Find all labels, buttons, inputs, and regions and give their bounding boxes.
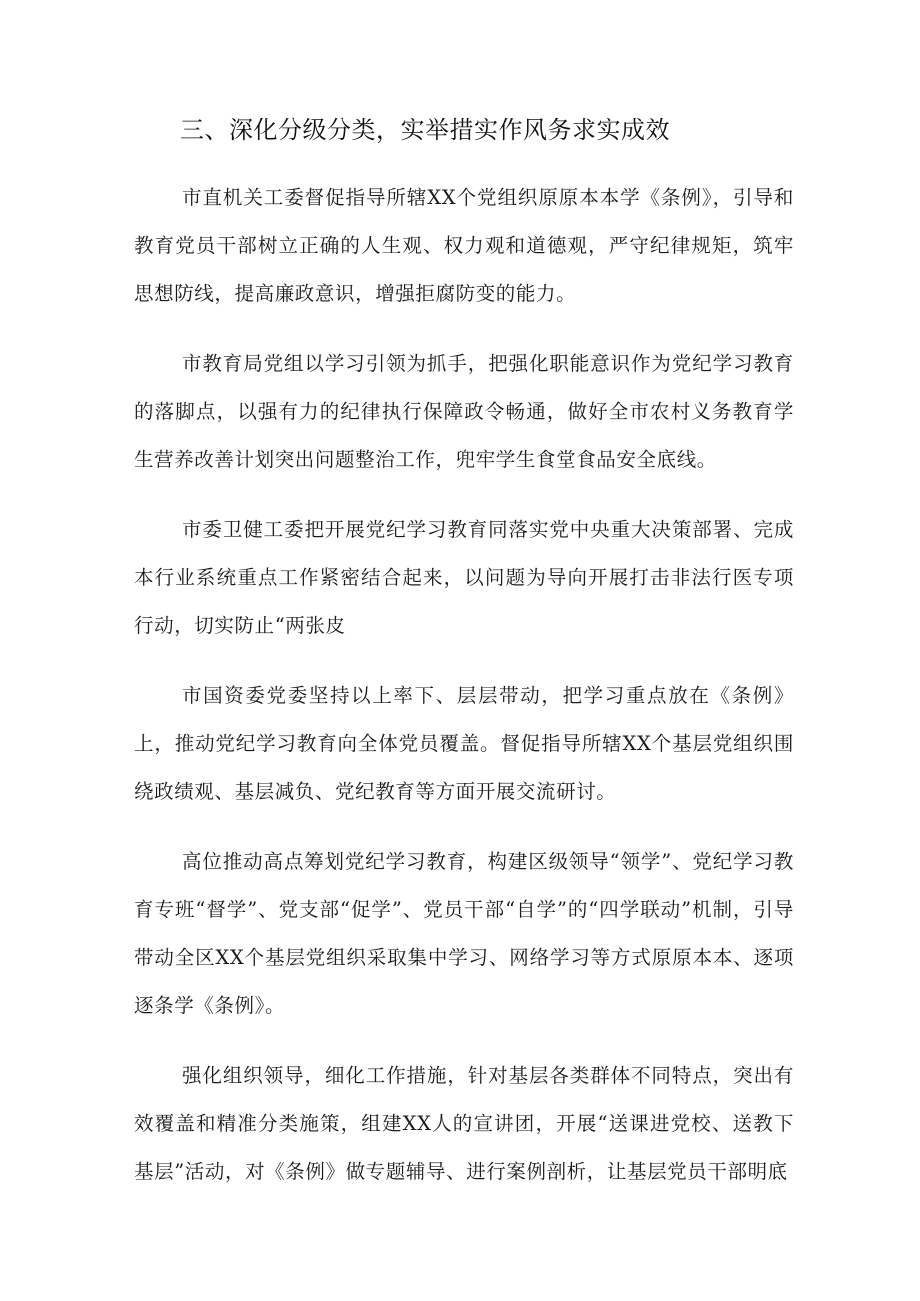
paragraph-4: 市国资委党委坚持以上率下、层层带动，把学习重点放在《条例》上，推动党纪学习教育向全体党员覆盖。督促指导所辖XX个基层党组织围绕政绩观、基层减负、党纪教育等方面开展交流研讨。 xyxy=(134,684,794,803)
paragraph-6: 强化组织领导，细化工作措施，针对基层各类群体不同特点，突出有效覆盖和精准分类施策，组建XX人的宣讲团，开展“送课进党校、送教下基层”活动，对《条例》做专题辅导、进行案例剖析，让基层党员干部明底 xyxy=(134,1064,794,1183)
section-heading: 三、深化分级分类，实举措实作风务求实成效 xyxy=(180,116,670,144)
paragraph-2: 市教育局党组以学习引领为抓手，把强化职能意识作为党纪学习教育的落脚点，以强有力的纪律执行保障政令畅通，做好全市农村义务教育学生营养改善计划突出问题整治工作，兜牢学生食堂食品安全底线。 xyxy=(134,352,794,471)
paragraph-1: 市直机关工委督促指导所辖XX个党组织原原本本学《条例》，引导和教育党员干部树立正确的人生观、权力观和道德观，严守纪律规矩，筑牢思想防线，提高廉政意识，增强拒腐防变的能力。 xyxy=(134,186,794,305)
paragraph-3: 市委卫健工委把开展党纪学习教育同落实党中央重大决策部署、完成本行业系统重点工作紧密结合起来，以问题为导向开展打击非法行医专项行动，切实防止“两张皮 xyxy=(134,518,794,637)
paragraph-5: 高位推动高点筹划党纪学习教育，构建区级领导“领学”、党纪学习教育专班“督学”、党支部“促学”、党员干部“自学”的“四学联动”机制，引导带动全区XX个基层党组织采取集中学习、网络学习等方式原原本本、逐项逐条学《条例》。 xyxy=(134,850,794,1017)
